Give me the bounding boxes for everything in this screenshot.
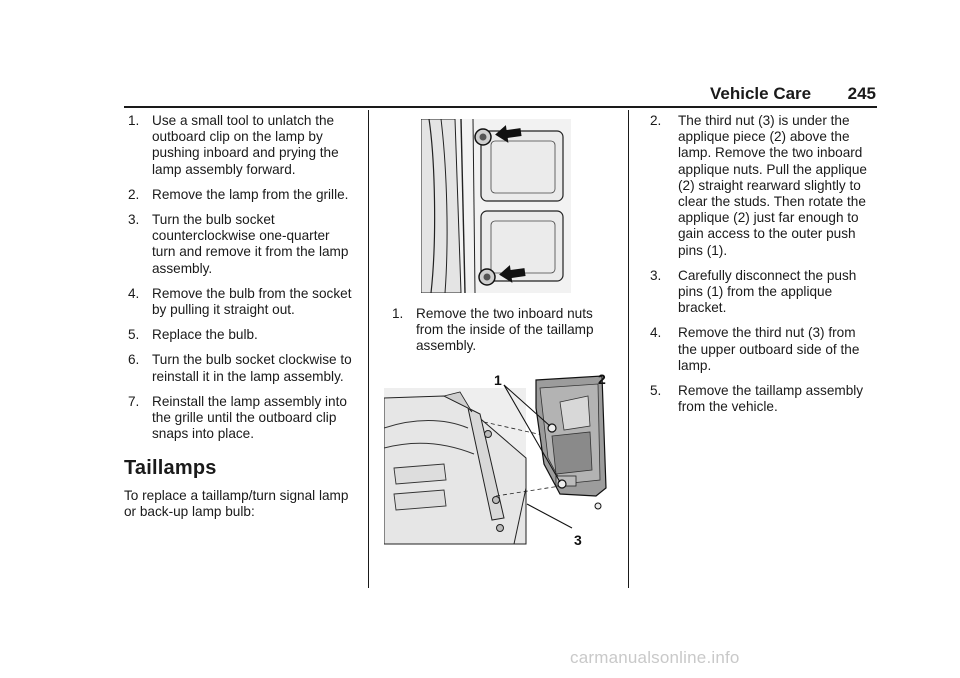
step-item: [650, 383, 878, 415]
column-2: [388, 306, 618, 364]
section-title: Vehicle Care: [710, 84, 812, 103]
step-item: [124, 394, 356, 443]
step-text: Remove the third nut (3) from the upper outboard side of the lamp.: [678, 325, 860, 373]
watermark: carmanualsonline.info: [570, 648, 740, 667]
step-item: [124, 187, 356, 203]
callout-3: 3: [574, 532, 582, 548]
step-number: 3.: [650, 267, 662, 283]
step-text: Reinstall the lamp assembly into the grille until the outboard clip snaps into place.: [152, 393, 347, 442]
column-divider-right: [628, 110, 629, 588]
step-number: 6.: [128, 352, 140, 368]
section-heading: Taillamps: [124, 457, 217, 480]
step-item: [124, 327, 356, 343]
page-number: 245: [847, 84, 876, 103]
step-text: Turn the bulb socket clockwise to reinstall it in the lamp assembly.: [152, 352, 352, 384]
step-text: Replace the bulb.: [152, 327, 258, 343]
step-text: Use a small tool to unlatch the outboard clip on the lamp by pushing inboard and prying the lamp assembly forward.: [152, 113, 339, 177]
step-number: 4.: [650, 325, 662, 341]
step-text: The third nut (3) is under the applique piece (2) above the lamp. Remove the two inboard applique nuts. Pull the applique (2) straight rearward slightly to clear the studs. Then rotate the applique (2) just far enough to gain access to the outer push pins (1).: [678, 113, 867, 258]
column-divider-left: [368, 110, 369, 588]
step-number: 1.: [392, 306, 404, 321]
header-rule: [124, 106, 877, 108]
step-number: 2.: [650, 113, 662, 128]
column-3: [650, 113, 878, 424]
step-item: [124, 212, 356, 277]
step-item: [124, 286, 356, 318]
step-item: [124, 352, 356, 384]
step-number: 1.: [128, 113, 140, 128]
applique-figure: [384, 368, 614, 548]
step-number: 5.: [128, 327, 140, 343]
step-text: Remove the bulb from the socket by pulling it straight out.: [152, 285, 352, 318]
step-number: 3.: [128, 212, 140, 228]
step-text: Remove the lamp from the grille.: [152, 186, 349, 202]
step-text: Remove the taillamp assembly from the vehicle.: [678, 383, 864, 415]
step-item: [388, 306, 618, 355]
step-item: [650, 325, 878, 374]
step-number: 5.: [650, 383, 662, 399]
callout-1: 1: [494, 372, 502, 388]
step-text: Carefully disconnect the push pins (1) from the applique bracket.: [678, 267, 857, 316]
step-number: 7.: [128, 393, 140, 409]
step-number: 2.: [128, 186, 140, 202]
callout-2: 2: [598, 371, 606, 387]
step-item: [650, 268, 878, 317]
taillamp-nuts-figure: [421, 119, 571, 293]
step-number: 4.: [128, 285, 140, 301]
page-header: [710, 84, 880, 108]
step-item: [124, 113, 356, 178]
intro-paragraph: To replace a taillamp/turn signal lamp or back-up lamp bulb:: [124, 487, 349, 519]
step-text: Remove the two inboard nuts from the inside of the taillamp assembly.: [416, 306, 594, 354]
step-text: Turn the bulb socket counterclockwise one-quarter turn and remove it from the lamp assembly.: [152, 212, 349, 276]
column-1: [124, 113, 356, 520]
step-item: [650, 113, 878, 259]
